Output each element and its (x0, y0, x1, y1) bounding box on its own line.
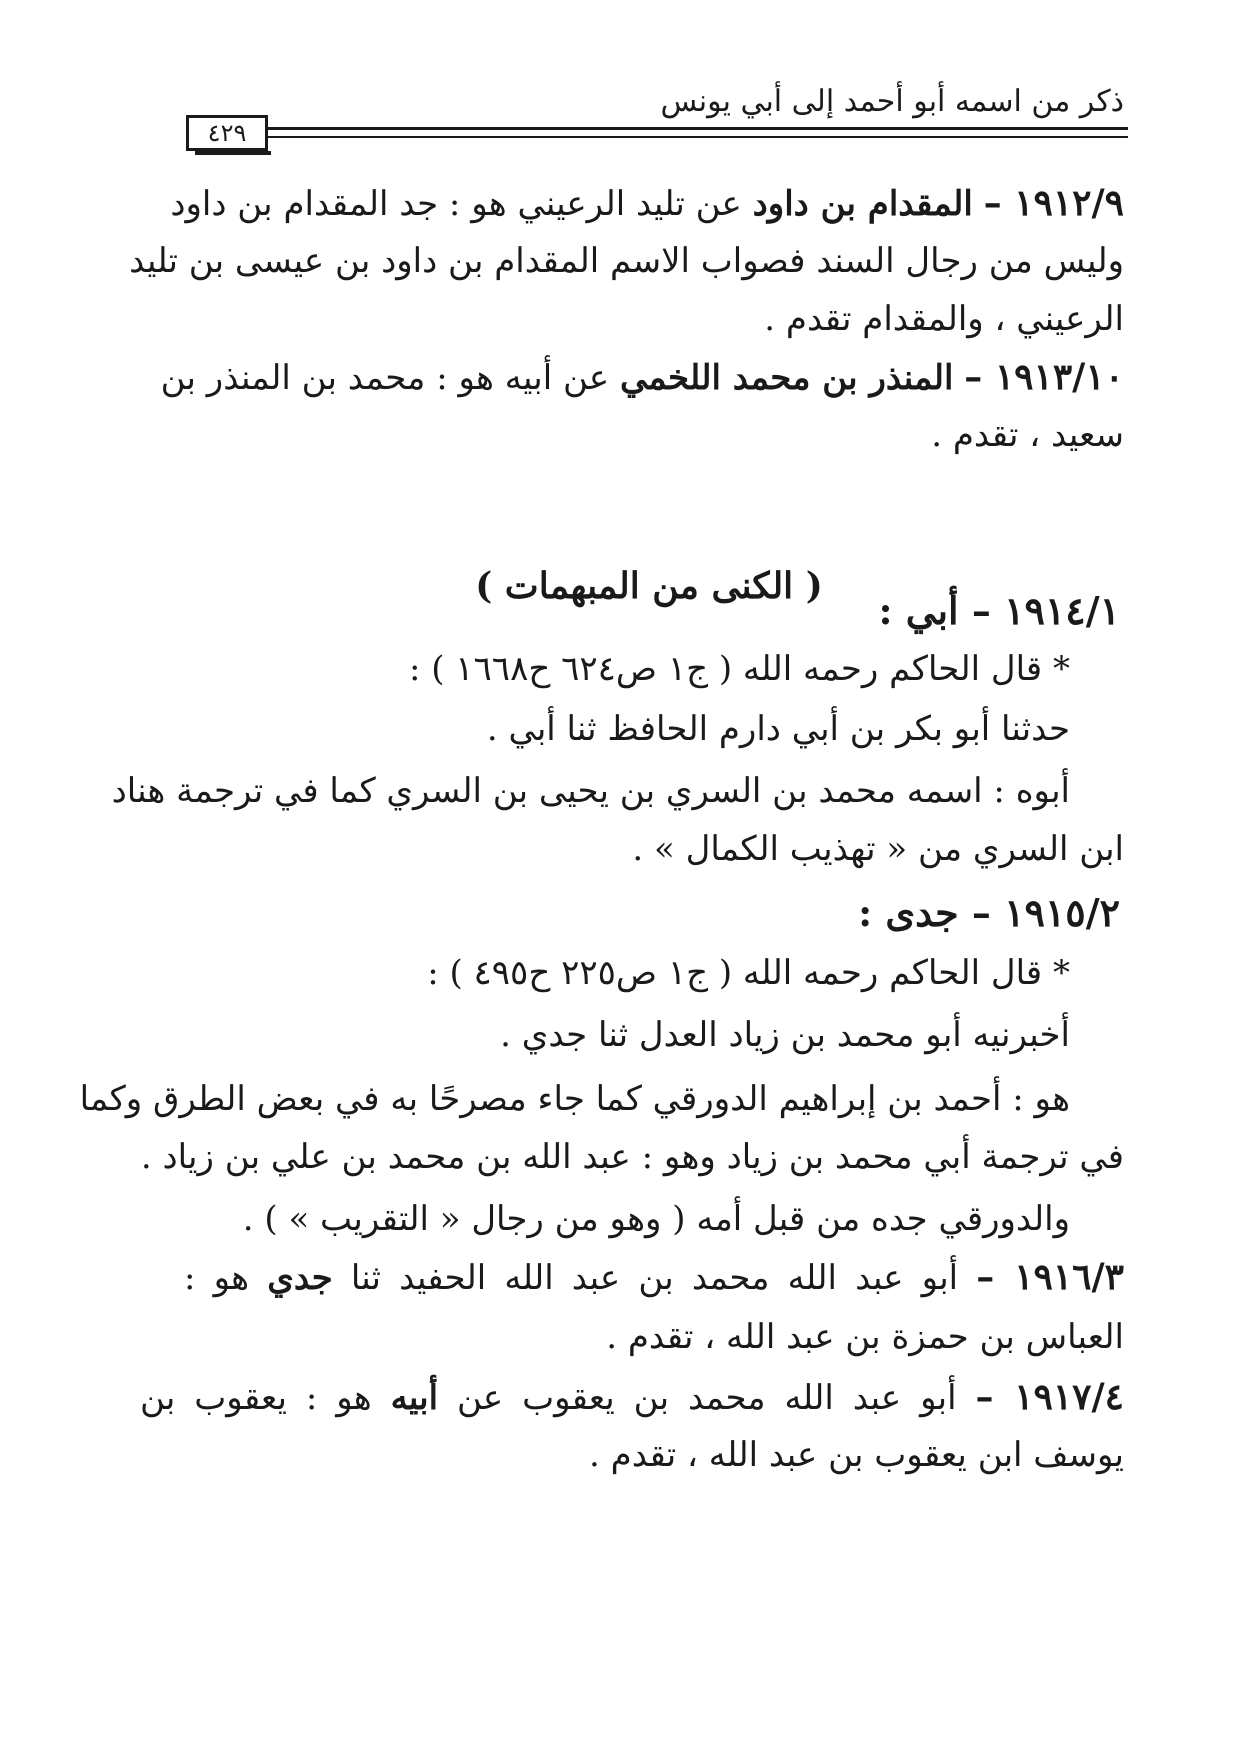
entry-1914-isnad: حدثنا أبو بكر بن أبي دارم الحافظ ثنا أبي . (486, 709, 1070, 749)
entry-number: ١٩١٣/١٠ – (964, 356, 1124, 398)
entry-number: ١٩١٧/٤ – (975, 1376, 1124, 1418)
page-number: ٤٢٩ (186, 115, 268, 151)
entry-1914-heading: ١٩١٤/١ – أبي : (878, 588, 1120, 633)
entry-1914-note-1: أبوه : اسمه محمد بن السري بن يحيى بن السري كما في ترجمة هناد (111, 771, 1070, 811)
entry-text: أبو عبد الله محمد بن عبد الله الحفيد ثنا (350, 1258, 959, 1298)
entry-number: ١٩١٢/٩ – (983, 182, 1124, 224)
entry-1912-line-1 (170, 180, 1124, 227)
entry-number: ١٩١٦/٣ – (976, 1256, 1124, 1298)
entry-text: هو : (184, 1258, 250, 1298)
entry-1915-note-3: والدورقي جده من قبل أمه ( وهو من رجال « التقريب » ) . (242, 1199, 1070, 1239)
entry-text: هو : يعقوب بن (140, 1378, 372, 1418)
highlighted-word: جدي (267, 1258, 333, 1298)
entry-1913-line-2: سعيد ، تقدم . (931, 415, 1124, 455)
narrator-name: المقدام بن داود (752, 184, 973, 224)
entry-text: أبو عبد الله محمد بن يعقوب عن (457, 1378, 957, 1418)
entry-1915-heading: ١٩١٥/٢ – جدى : (858, 890, 1120, 935)
entry-1915-note-2: في ترجمة أبي محمد بن زياد وهو : عبد الله بن محمد بن علي بن زياد . (140, 1137, 1124, 1177)
entry-1912-line-3: الرعيني ، والمقدام تقدم . (764, 299, 1124, 339)
narrator-name: المنذر بن محمد اللخمي (619, 358, 954, 398)
entry-1913-line-1 (160, 354, 1124, 401)
entry-1917-line-2: يوسف ابن يعقوب بن عبد الله ، تقدم . (589, 1435, 1124, 1475)
entry-1916-line-2: العباس بن حمزة بن عبد الله ، تقدم . (606, 1317, 1124, 1357)
entry-1915-note-1: هو : أحمد بن إبراهيم الدورقي كما جاء مصرحًا به في بعض الطرق وكما (79, 1079, 1070, 1119)
entry-1917-line-1 (140, 1374, 1124, 1421)
running-title: ذكر من اسمه أبو أحمد إلى أبي يونس (660, 84, 1124, 119)
highlighted-word: أبيه (390, 1378, 439, 1418)
entry-1916-line-1 (184, 1254, 1124, 1301)
entry-1915-isnad: أخبرنيه أبو محمد بن زياد العدل ثنا جدي . (500, 1015, 1070, 1055)
entry-1914-note-2: ابن السري من « تهذيب الكمال » . (632, 829, 1124, 869)
entry-1915-citation: * قال الحاكم رحمه الله ( ج١ ص٢٢٥ ح٤٩٥ ) : (427, 953, 1070, 993)
section-heading: ( الكنى من المبهمات ) (475, 565, 823, 607)
entry-text: عن تليد الرعيني هو : جد المقدام بن داود (170, 184, 742, 224)
header-rule (268, 127, 1128, 138)
entry-1914-citation: * قال الحاكم رحمه الله ( ج١ ص٦٢٤ ح١٦٦٨ ) : (408, 649, 1070, 689)
entry-text: عن أبيه هو : محمد بن المنذر بن (160, 358, 610, 398)
entry-1912-line-2: وليس من رجال السند فصواب الاسم المقدام بن داود بن عيسى بن تليد (129, 241, 1124, 281)
